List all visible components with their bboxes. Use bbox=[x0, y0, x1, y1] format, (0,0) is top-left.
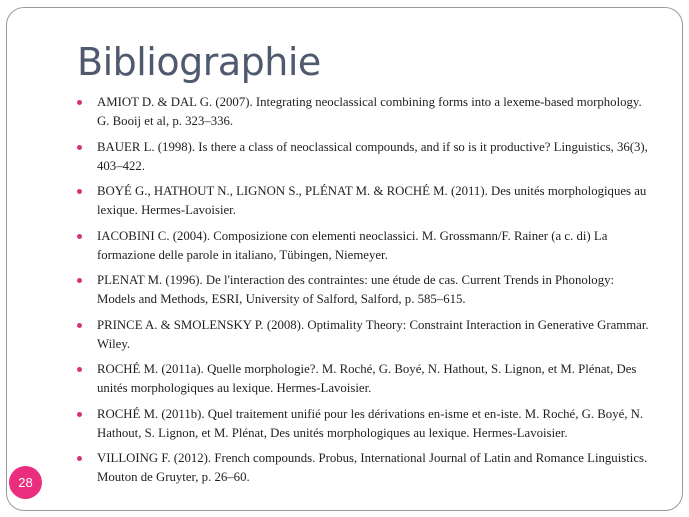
page-number-badge: 28 bbox=[9, 466, 42, 499]
reference-text: PRINCE A. & SMOLENSKY P. (2008). Optimality Theory: Constraint Interaction in Generative Grammar. Wiley. bbox=[97, 317, 649, 351]
bullet-icon bbox=[77, 412, 82, 417]
reference-text: BOYÉ G., HATHOUT N., LIGNON S., PLÉNAT M. & ROCHÉ M. (2011). Des unités morphologiques au lexique. Hermes-Lavoisier. bbox=[97, 184, 647, 217]
reference-item bbox=[75, 360, 655, 398]
reference-text: AMIOT D. & DAL G. (2007). Integrating neoclassical combining forms into a lexeme-based morphology. G. Booij et al, p. 323–336. bbox=[97, 95, 642, 128]
reference-text: VILLOING F. (2012). French compounds. Probus, International Journal of Latin and Romance Linguistics. Mouton de Gruyter, p. 26–60. bbox=[97, 451, 648, 484]
slide-title: Bibliographie bbox=[77, 40, 321, 84]
bullet-icon bbox=[77, 278, 82, 283]
reference-item bbox=[75, 93, 655, 131]
bullet-icon bbox=[77, 323, 82, 328]
reference-item bbox=[75, 405, 655, 443]
reference-text: PLENAT M. (1996). De l'interaction des contraintes: une étude de cas. Current Trends in Phonology: Models and Methods, ESRI, University of Salford, Salford, p. 585–615. bbox=[97, 273, 615, 306]
reference-item bbox=[75, 227, 655, 265]
reference-text: IACOBINI C. (2004). Composizione con elementi neoclassici. M. Grossmann/F. Rainer (a c. di) La formazione delle parole in italiano, Tübingen, Niemeyer. bbox=[97, 228, 608, 262]
bullet-icon bbox=[77, 145, 82, 150]
bullet-icon bbox=[77, 189, 82, 194]
bullet-icon bbox=[77, 100, 82, 105]
bullet-icon bbox=[77, 367, 82, 372]
reference-text: ROCHÉ M. (2011a). Quelle morphologie?. M. Roché, G. Boyé, N. Hathout, S. Lignon, et M. Plénat, Des unités morphologiques au lexique. Hermes-Lavoisier. bbox=[97, 362, 637, 395]
bullet-icon bbox=[77, 456, 82, 461]
bullet-icon bbox=[77, 234, 82, 239]
reference-item bbox=[75, 449, 655, 487]
reference-text: BAUER L. (1998). Is there a class of neoclassical compounds, and if so is it productive? Linguistics, 36(3), 403–422. bbox=[97, 139, 648, 173]
reference-item bbox=[75, 316, 655, 354]
reference-item bbox=[75, 138, 655, 176]
reference-list bbox=[75, 93, 655, 494]
reference-item bbox=[75, 271, 655, 309]
reference-text: ROCHÉ M. (2011b). Quel traitement unifié pour les dérivations en-isme et en-iste. M. Roché, G. Boyé, N. Hathout, S. Lignon, et M. Plénat, Des unités morphologiques au lexique. Hermes-Lavoisier. bbox=[97, 406, 644, 440]
slide bbox=[6, 7, 683, 511]
reference-item bbox=[75, 182, 655, 220]
